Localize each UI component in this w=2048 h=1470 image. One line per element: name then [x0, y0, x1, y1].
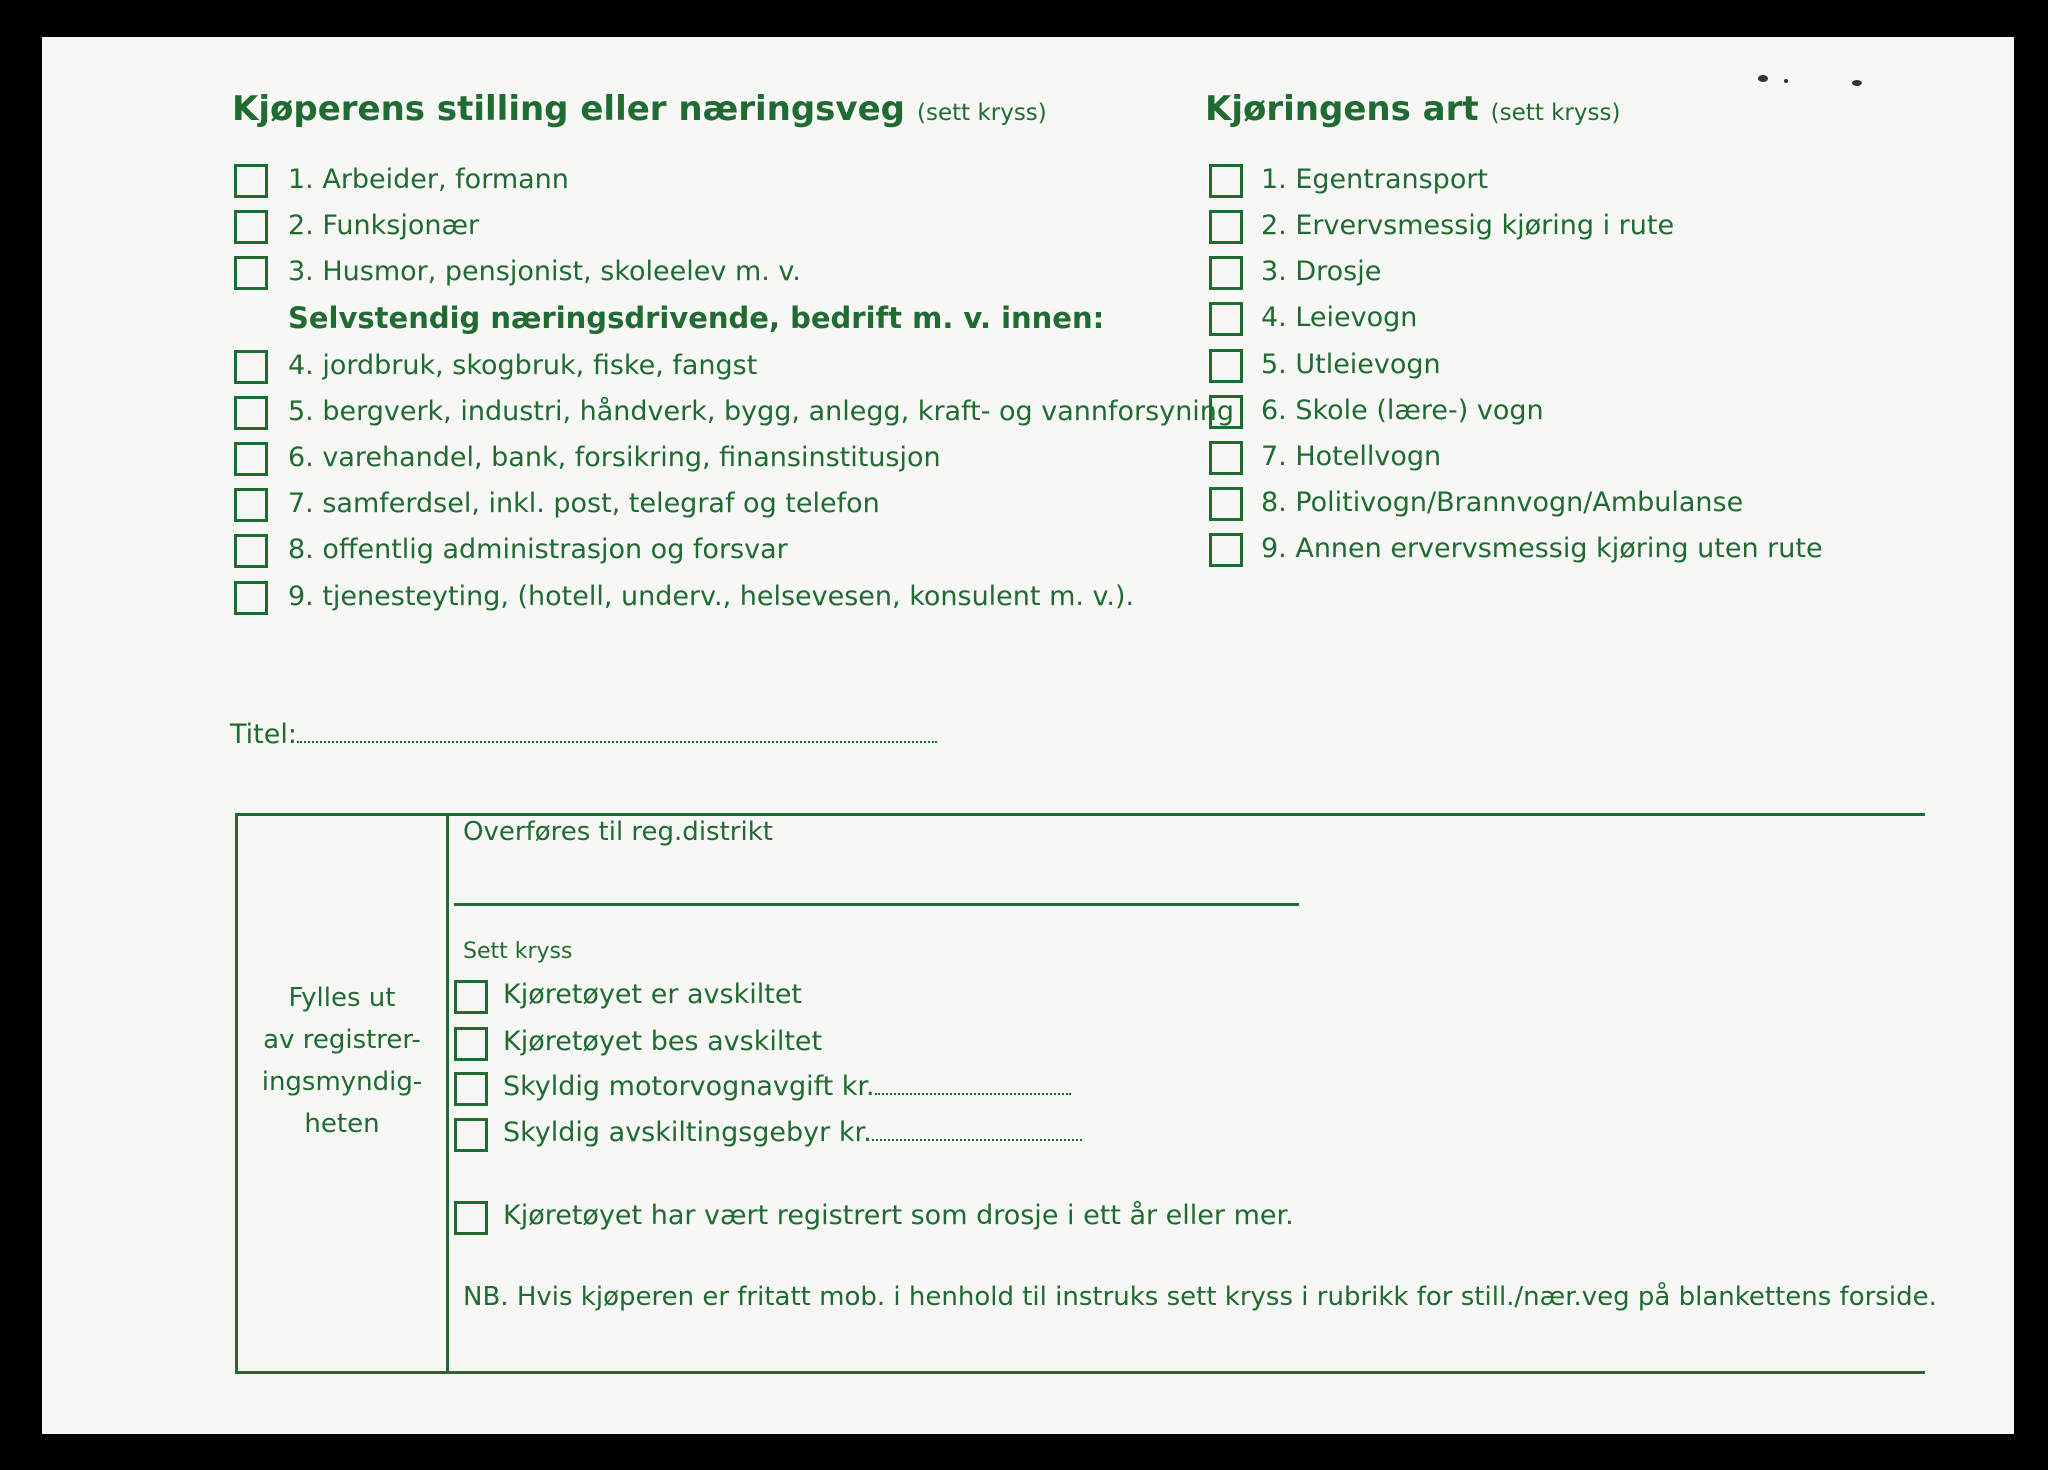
motor-vehicle-fee-field: [503, 1071, 1071, 1102]
driving-3-label: 3. Drosje: [1261, 256, 1382, 287]
left-heading-text: Kjøperens stilling eller næringsveg: [232, 89, 905, 129]
checkbox-driving-8[interactable]: [1209, 487, 1243, 521]
checkbox-occupation-8[interactable]: [234, 534, 268, 568]
occupation-6-label: 6. varehandel, bank, forsikring, finansinstitusjon: [288, 442, 941, 473]
right-heading-note: (sett kryss): [1490, 100, 1621, 126]
ink-speck: [1784, 79, 1788, 83]
checkbox-driving-4[interactable]: [1209, 302, 1243, 336]
left-heading-note: (sett kryss): [916, 100, 1047, 126]
driving-4-label: 4. Leievogn: [1261, 302, 1418, 333]
checkbox-driving-3[interactable]: [1209, 256, 1243, 290]
motor-vehicle-fee-input[interactable]: [875, 1071, 1071, 1095]
checkbox-occupation-3[interactable]: [234, 256, 268, 290]
occupation-9-label: 9. tjenesteyting, (hotell, underv., helsevesen, konsulent m. v.).: [288, 581, 1135, 612]
checkbox-occupation-1[interactable]: [234, 164, 268, 198]
self-employed-subheading: Selvstendig næringsdrivende, bedrift m. v. innen:: [288, 301, 1105, 335]
driving-8-label: 8. Politivogn/Brannvogn/Ambulanse: [1261, 487, 1744, 518]
side-label-line-1: Fylles ut: [288, 983, 396, 1013]
check-label: Sett kryss: [463, 939, 573, 964]
driving-1-label: 1. Egentransport: [1261, 164, 1489, 195]
request-deregistration-label: Kjøretøyet bes avskiltet: [503, 1026, 823, 1057]
checkbox-driving-9[interactable]: [1209, 533, 1243, 567]
occupation-5-label: 5. bergverk, industri, håndverk, bygg, anlegg, kraft- og vannforsyning: [288, 396, 1235, 427]
title-field: [230, 719, 937, 750]
side-label-line-2: av registrer-: [263, 1025, 421, 1055]
checkbox-occupation-5[interactable]: [234, 396, 268, 430]
occupation-4-label: 4. jordbruk, skogbruk, fiske, fangst: [288, 350, 758, 381]
section-bottom-rule: [235, 1371, 1925, 1374]
driving-9-label: 9. Annen ervervsmessig kjøring uten rute: [1261, 533, 1823, 564]
checkbox-driving-7[interactable]: [1209, 441, 1243, 475]
checkbox-deregistered[interactable]: [454, 980, 488, 1014]
occupation-3-label: 3. Husmor, pensjonist, skoleelev m. v.: [288, 256, 801, 287]
checkbox-deregistration-fee[interactable]: [454, 1118, 488, 1152]
right-heading-text: Kjøringens art: [1205, 89, 1479, 129]
checkbox-request-deregistration[interactable]: [454, 1027, 488, 1061]
driving-5-label: 5. Utleievogn: [1261, 349, 1441, 380]
transfer-label: Overføres til reg.distrikt: [463, 817, 773, 847]
checkbox-driving-1[interactable]: [1209, 164, 1243, 198]
checkbox-occupation-6[interactable]: [234, 442, 268, 476]
ink-speck: [1758, 75, 1768, 82]
side-label-line-3: ingsmyndig-: [261, 1067, 423, 1097]
deregistration-fee-field: [503, 1117, 1082, 1148]
title-label: Titel:: [230, 719, 297, 750]
checkbox-motor-vehicle-fee[interactable]: [454, 1072, 488, 1106]
nb-note: NB. Hvis kjøperen er fritatt mob. i henhold til instruks sett kryss i rubrikk for still./nær.veg på blankettens forside.: [463, 1282, 1937, 1312]
registration-authority-label: [238, 977, 446, 1145]
occupation-8-label: 8. offentlig administrasjon og forsvar: [288, 534, 788, 565]
left-heading: [232, 89, 1047, 129]
checkbox-driving-6[interactable]: [1209, 395, 1243, 429]
driving-6-label: 6. Skole (lære-) vogn: [1261, 395, 1544, 426]
occupation-7-label: 7. samferdsel, inkl. post, telegraf og telefon: [288, 488, 880, 519]
occupation-1-label: 1. Arbeider, formann: [288, 164, 569, 195]
occupation-2-label: 2. Funksjonær: [288, 210, 480, 241]
section-top-rule: [235, 813, 1925, 816]
checkbox-driving-5[interactable]: [1209, 349, 1243, 383]
checkbox-occupation-4[interactable]: [234, 350, 268, 384]
form-sheet: [42, 37, 2014, 1434]
drosje-one-year-label: Kjøretøyet har vært registrert som drosje i ett år eller mer.: [503, 1200, 1294, 1231]
ink-speck: [1852, 80, 1862, 86]
deregistered-label: Kjøretøyet er avskiltet: [503, 979, 803, 1010]
side-label-line-4: heten: [304, 1109, 380, 1139]
checkbox-occupation-7[interactable]: [234, 488, 268, 522]
deregistration-fee-input[interactable]: [872, 1117, 1082, 1141]
title-input-line[interactable]: [297, 719, 937, 743]
checkbox-driving-2[interactable]: [1209, 210, 1243, 244]
checkbox-occupation-2[interactable]: [234, 210, 268, 244]
driving-7-label: 7. Hotellvogn: [1261, 441, 1442, 472]
right-heading: [1205, 89, 1620, 129]
motor-vehicle-fee-label: Skyldig motorvognavgift kr.: [503, 1071, 875, 1102]
checkbox-occupation-9[interactable]: [234, 581, 268, 615]
driving-2-label: 2. Ervervsmessig kjøring i rute: [1261, 210, 1675, 241]
transfer-district-line[interactable]: [454, 903, 1299, 906]
deregistration-fee-label: Skyldig avskiltingsgebyr kr.: [503, 1117, 872, 1148]
section-divider-rule: [446, 813, 449, 1374]
checkbox-drosje-one-year[interactable]: [454, 1201, 488, 1235]
